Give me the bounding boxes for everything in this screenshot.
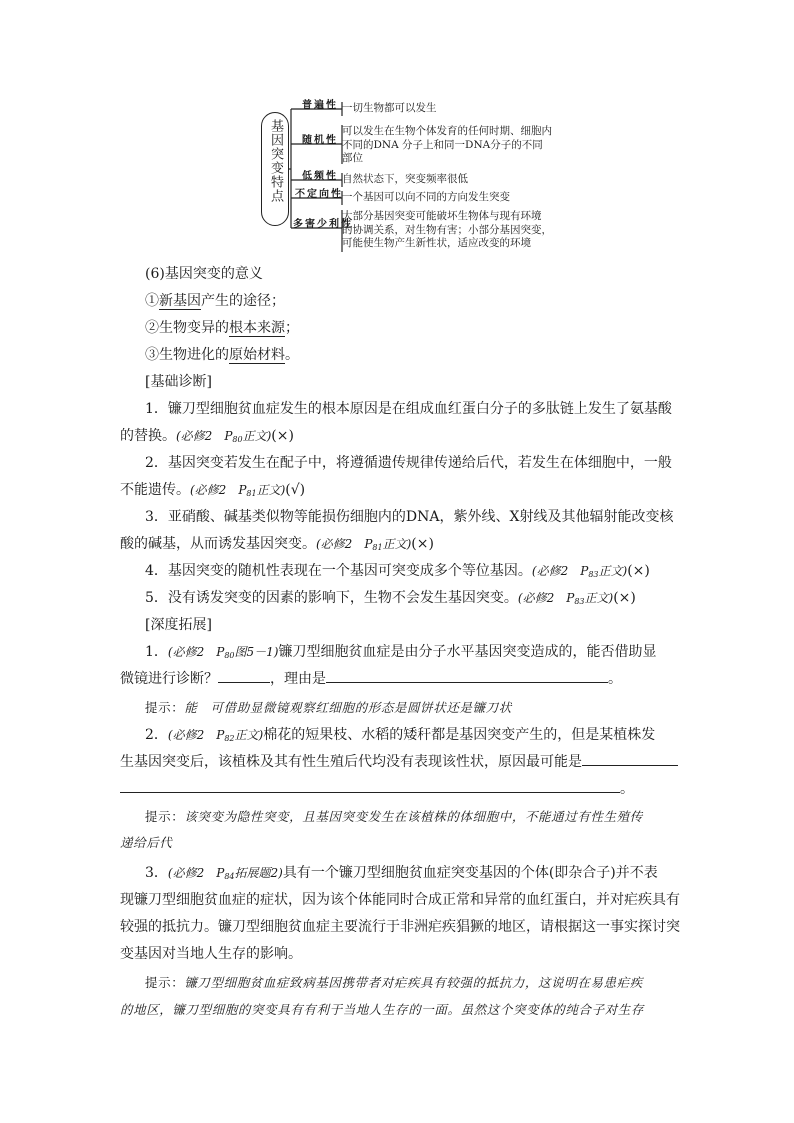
question-text: 微镜进行诊断？: [120, 671, 218, 687]
question-text: 棉花的短果枝、水稻的矮秆都是基因突变产生的，但是某植株发: [263, 727, 656, 743]
ref-text: 正文): [584, 591, 614, 605]
ref-text: (必修2 P: [167, 645, 225, 659]
hint-label: 提示：: [145, 700, 185, 715]
question-number: 3．: [145, 865, 168, 881]
branch-label-mostly-harmful: 多害少利性: [293, 219, 353, 230]
question-text: 镰刀型细胞贫血症是由分子水平基因突变造成的，能否借助显: [278, 644, 657, 660]
desc-line: 一切生物都可以发生: [342, 102, 437, 114]
question-text: 。: [608, 671, 622, 687]
ref-text: (必修2 P: [531, 564, 589, 578]
hint-label: 提示：: [145, 809, 185, 824]
branch-label-undirected: 不定向性: [295, 189, 343, 200]
basic-diagnosis-header: [基础诊断]: [145, 374, 212, 390]
branch-desc-universality: [342, 102, 437, 116]
branch-desc-undirected: [342, 191, 510, 205]
significance-item-3: [145, 346, 299, 364]
question-text: 生基因突变后，该植株及其有性生殖后代均没有表现该性状，原因最可能是: [120, 754, 582, 770]
question-number: 1．: [145, 644, 168, 660]
item-text: ②生物变异的: [145, 320, 229, 336]
significance-item-1: [145, 292, 285, 310]
item-text: ③生物进化的: [145, 347, 229, 363]
extend-q3-line1: [145, 864, 658, 886]
desc-line: 大部分基因突变可能破坏生物体与现有环境: [342, 210, 542, 222]
basic-q3-line2: [120, 535, 434, 557]
ref-text: (必修2 P: [190, 483, 247, 497]
textbook-ref: [176, 429, 271, 443]
ref-text: 图5－1): [234, 645, 279, 659]
ref-text: 正文): [242, 429, 272, 443]
textbook-ref: [168, 645, 279, 659]
ref-text: 正文): [598, 564, 628, 578]
extend-q2-line1: [145, 726, 655, 748]
branch-label-universality: 普遍性: [302, 100, 338, 111]
ref-text: 正文): [234, 728, 264, 742]
basic-q2-line2: [120, 481, 305, 503]
ref-text: (必修2 P: [176, 429, 233, 443]
ref-text: 正文): [382, 537, 412, 551]
textbook-ref: [532, 564, 627, 578]
ref-page: 81: [372, 543, 383, 552]
extend-q2-line2: [120, 753, 678, 771]
extend-q2-hint-line1: [145, 808, 643, 826]
ref-page: 81: [246, 489, 257, 498]
basic-q1-line2: [120, 427, 294, 449]
question-text: 。: [620, 781, 634, 797]
answer-mark: (×): [613, 590, 636, 606]
ref-page: 80: [224, 651, 235, 660]
answer-blank[interactable]: [582, 753, 678, 766]
question-text: 具有一个镰刀型细胞贫血症突变基因的个体(即杂合子)并不表: [282, 865, 658, 881]
basic-q3-line1: 3．亚硝酸、碱基类似物等能损伤细胞内的DNA，紫外线、X射线及其他辐射能改变核: [145, 509, 674, 525]
desc-line: 一个基因可以向不同的方向发生突变: [342, 191, 510, 203]
branch-label-randomness: 随机性: [302, 135, 338, 146]
underlined-key-term: 新基因: [159, 293, 201, 309]
question-number: 2．: [145, 727, 168, 743]
ref-text: (必修2 P: [167, 728, 225, 742]
desc-line: 自然状态下，突变频率很低: [342, 173, 468, 185]
ref-text: (必修2 P: [167, 866, 225, 880]
basic-q1-line1: 1．镰刀型细胞贫血症发生的根本原因是在组成血红蛋白分子的多肽链上发生了氨基酸: [145, 401, 672, 417]
extend-q3-hint-line2: 的地区，镰刀型细胞的突变具有有利于当地人生存的一面。虽然这个突变体的纯合子对生存: [120, 1002, 645, 1017]
textbook-ref: [518, 591, 613, 605]
answer-mark: (×): [271, 428, 294, 444]
extend-q3-line2: 现镰刀型细胞贫血症的症状，因为该个体能同时合成正常和异常的血红蛋白，并对疟疾具有: [120, 892, 680, 908]
branch-label-low-frequency: 低频性: [302, 171, 338, 182]
question-text: 5．没有诱发突变的因素的影响下，生物不会发生基因突变。: [145, 590, 518, 606]
deep-extension-header: [深度拓展]: [145, 617, 212, 633]
hint-text: 该突变为隐性突变，且基因突变发生在该植株的体细胞中，不能通过有性生殖传: [184, 809, 643, 824]
textbook-ref: [168, 728, 263, 742]
answer-mark: (×): [411, 536, 434, 552]
extend-q2-hint-line2: 递给后代: [120, 835, 173, 850]
item-text: 产生的途径；: [201, 293, 285, 309]
extend-q3-hint-line1: [145, 974, 643, 992]
answer-blank[interactable]: [326, 670, 608, 683]
desc-line: 不同的DNA 分子上和同一DNA分子的不同: [342, 138, 543, 151]
mutation-features-diagram: [258, 92, 588, 257]
answer-blank[interactable]: [218, 670, 270, 683]
question-text: 酸的碱基，从而诱发基因突变。: [120, 536, 316, 552]
basic-q4: [145, 562, 650, 584]
branch-desc-randomness: [342, 125, 552, 166]
ref-page: 83: [588, 570, 599, 579]
item-text: 。: [285, 347, 299, 363]
underlined-key-term: 原始材料: [229, 347, 285, 363]
answer-blank[interactable]: [120, 780, 620, 793]
item-text: ①: [145, 293, 159, 309]
significance-title: (6)基因突变的意义: [145, 266, 263, 282]
ref-page: 82: [224, 734, 235, 743]
question-text: ，理由是: [270, 671, 326, 687]
branch-desc-low-frequency: [342, 173, 468, 187]
ref-page: 84: [224, 872, 235, 881]
desc-line: 可能使生物产生新性状，适应改变的环境: [342, 237, 531, 249]
ref-text: 正文): [256, 483, 286, 497]
ref-text: 拓展题2): [234, 866, 283, 880]
answer-mark: (×): [627, 563, 650, 579]
basic-q5: [145, 589, 636, 611]
question-text: 不能遗传。: [120, 482, 190, 498]
branch-desc-mostly-harmful: [342, 210, 552, 251]
extend-q2-line3: [120, 780, 634, 798]
desc-line: 可以发生在生物个体发育的任何时期、细胞内: [342, 125, 552, 137]
ref-text: (必修2 P: [517, 591, 575, 605]
hint-text: 镰刀型细胞贫血症致病基因携带者对疟疾具有较强的抵抗力，这说明在易患疟疾: [184, 975, 643, 990]
ref-page: 80: [232, 435, 243, 444]
question-text: 的替换。: [120, 428, 176, 444]
textbook-ref: [190, 483, 285, 497]
extend-q3-line4: 变基因对当地人生存的影响。: [120, 946, 302, 962]
extend-q3-line3: 较强的抵抗力。镰刀型细胞贫血症主要流行于非洲疟疾猖獗的地区，请根据这一事实探讨突: [120, 919, 680, 935]
hint-text: 能 可借助显微镜观察红细胞的形态是圆饼状还是镰刀状: [184, 700, 512, 715]
extend-q1-line1: [145, 643, 656, 665]
significance-item-2: [145, 319, 299, 337]
diagram-root-node: [261, 112, 289, 226]
hint-label: 提示：: [145, 975, 185, 990]
item-text: ；: [285, 320, 299, 336]
desc-line: 部位: [342, 152, 363, 164]
textbook-ref: [168, 866, 283, 880]
question-text: 4．基因突变的随机性表现在一个基因可突变成多个等位基因。: [145, 563, 532, 579]
ref-page: 83: [574, 597, 585, 606]
extend-q1-hint: [145, 699, 512, 717]
basic-q2-line1: 2．基因突变若发生在配子中，将遵循遗传规律传递给后代，若发生在体细胞中，一般: [145, 455, 672, 471]
textbook-ref: [316, 537, 411, 551]
desc-line: 的协调关系，对生物有害；小部分基因突变，: [342, 223, 552, 236]
underlined-key-term: 根本来源: [229, 320, 285, 336]
extend-q1-line2: [120, 670, 622, 688]
ref-text: (必修2 P: [316, 537, 373, 551]
diagram-root-label: 基因突变特点: [268, 119, 283, 203]
answer-mark: (√): [285, 482, 306, 498]
